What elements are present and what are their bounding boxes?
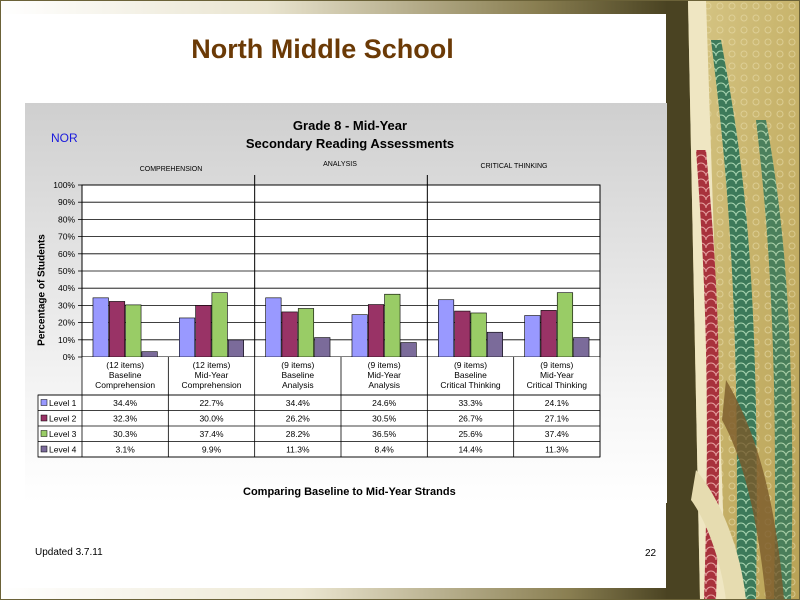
bar-level-1 xyxy=(352,315,368,357)
legend-label: Level 1 xyxy=(49,398,77,408)
table-cell-value: 22.7% xyxy=(199,398,224,408)
y-tick-label: 80% xyxy=(57,214,75,225)
table-cell-value: 24.1% xyxy=(544,398,569,408)
category-label: Comprehension xyxy=(95,380,156,390)
y-tick-label: 10% xyxy=(57,334,75,345)
page-number: 22 xyxy=(645,548,657,559)
table-cell-value: 8.4% xyxy=(374,444,394,455)
y-tick-label: 20% xyxy=(57,317,75,328)
table-cell-value: 28.2% xyxy=(285,429,310,439)
bar-level-1 xyxy=(266,298,282,357)
category-label: (9 items) xyxy=(453,360,488,370)
category-label: Baseline xyxy=(281,370,315,380)
table-cell-value: 30.3% xyxy=(113,429,138,439)
bar-level-4 xyxy=(315,338,331,357)
bar-level-4 xyxy=(401,343,417,357)
table-cell-value: 11.3% xyxy=(286,444,310,455)
bar-level-3 xyxy=(471,313,487,357)
bar-level-1 xyxy=(438,300,454,357)
category-label: (9 items) xyxy=(367,360,401,370)
bar-level-4 xyxy=(574,338,590,357)
table-cell-value: 26.2% xyxy=(285,413,310,424)
category-label: Critical Thinking xyxy=(440,380,501,390)
legend-label: Level 4 xyxy=(49,444,77,455)
bar-level-3 xyxy=(298,308,314,357)
bar-level-4 xyxy=(487,332,503,357)
y-tick-label: 0% xyxy=(62,352,75,362)
table-cell-value: 25.6% xyxy=(458,429,483,439)
table-cell-value: 37.4% xyxy=(199,429,224,439)
bar-level-4 xyxy=(142,352,158,357)
chart-subtitle: Secondary Reading Assessments xyxy=(245,136,455,151)
legend-label: Level 2 xyxy=(49,413,77,424)
bar-level-3 xyxy=(385,294,401,357)
table-cell-value: 27.1% xyxy=(544,413,569,424)
category-label: (12 items) xyxy=(106,360,145,370)
category-label: Analysis xyxy=(282,380,314,390)
bar-level-3 xyxy=(557,293,573,357)
x-axis-title: Comparing Baseline to Mid-Year Strands xyxy=(243,486,456,498)
table-cell-value: 30.0% xyxy=(199,413,224,424)
legend-swatch xyxy=(41,400,47,406)
category-label: Comprehension xyxy=(181,380,242,390)
bar-level-3 xyxy=(126,305,142,357)
bar-level-1 xyxy=(93,298,109,357)
table-cell-value: 11.3% xyxy=(545,444,569,455)
school-code-label: NOR xyxy=(51,131,78,145)
category-label: Mid-Year xyxy=(367,370,402,380)
category-label: (9 items) xyxy=(281,360,315,370)
y-axis-title: Percentage of Students xyxy=(36,234,48,346)
category-label: Critical Thinking xyxy=(526,380,587,390)
group-label-critical-thinking: CRITICAL THINKING xyxy=(480,163,548,170)
bar-level-2 xyxy=(541,310,557,357)
bar-level-4 xyxy=(228,340,244,357)
group-label-analysis: ANALYSIS xyxy=(323,161,357,168)
bar-level-2 xyxy=(455,311,471,357)
bar-level-3 xyxy=(212,293,228,357)
table-cell-value: 32.3% xyxy=(113,413,138,424)
y-tick-label: 90% xyxy=(57,197,75,208)
data-table xyxy=(38,357,600,457)
updated-note: Updated 3.7.11 xyxy=(35,547,103,558)
chart-title: Grade 8 - Mid-Year xyxy=(292,118,408,133)
table-cell-value: 9.9% xyxy=(201,444,222,455)
bar-level-1 xyxy=(179,318,195,357)
y-tick-label: 30% xyxy=(57,300,75,311)
bar-level-1 xyxy=(525,316,541,357)
y-tick-label: 50% xyxy=(57,266,75,276)
group-label-comprehension: COMPREHENSION xyxy=(139,166,203,173)
slide-title: North Middle School xyxy=(191,34,454,64)
table-cell-value: 14.4% xyxy=(458,444,483,455)
table-cell-value: 30.5% xyxy=(372,413,397,424)
category-label: Mid-Year xyxy=(539,370,574,380)
category-label: Baseline xyxy=(108,370,142,380)
legend-swatch xyxy=(41,431,47,437)
bar-level-2 xyxy=(282,312,298,357)
table-cell-value: 37.4% xyxy=(544,429,569,439)
chart-y-ticks xyxy=(53,180,82,362)
table-cell-value: 3.1% xyxy=(115,444,135,455)
bar-level-2 xyxy=(196,305,212,357)
bar-level-2 xyxy=(109,301,125,357)
category-label: Analysis xyxy=(368,380,400,390)
y-tick-label: 40% xyxy=(57,283,75,294)
legend-swatch xyxy=(41,446,47,452)
table-cell-value: 33.3% xyxy=(458,398,483,408)
legend-swatch xyxy=(41,415,47,421)
category-label: (12 items) xyxy=(192,360,231,370)
category-label: Mid-Year xyxy=(194,370,229,380)
table-cell-value: 24.6% xyxy=(372,398,397,408)
y-tick-label: 100% xyxy=(53,180,75,190)
table-cell-value: 34.4% xyxy=(113,398,138,408)
legend-label: Level 3 xyxy=(49,429,77,439)
y-tick-label: 70% xyxy=(57,231,75,242)
table-cell-value: 34.4% xyxy=(285,398,310,408)
table-cell-value: 26.7% xyxy=(458,413,483,424)
category-label: Baseline xyxy=(454,370,487,380)
y-tick-label: 60% xyxy=(57,248,75,259)
chart-grid xyxy=(82,175,600,357)
category-label: (9 items) xyxy=(540,360,574,370)
bar-level-2 xyxy=(368,305,384,357)
table-cell-value: 36.5% xyxy=(372,429,397,439)
